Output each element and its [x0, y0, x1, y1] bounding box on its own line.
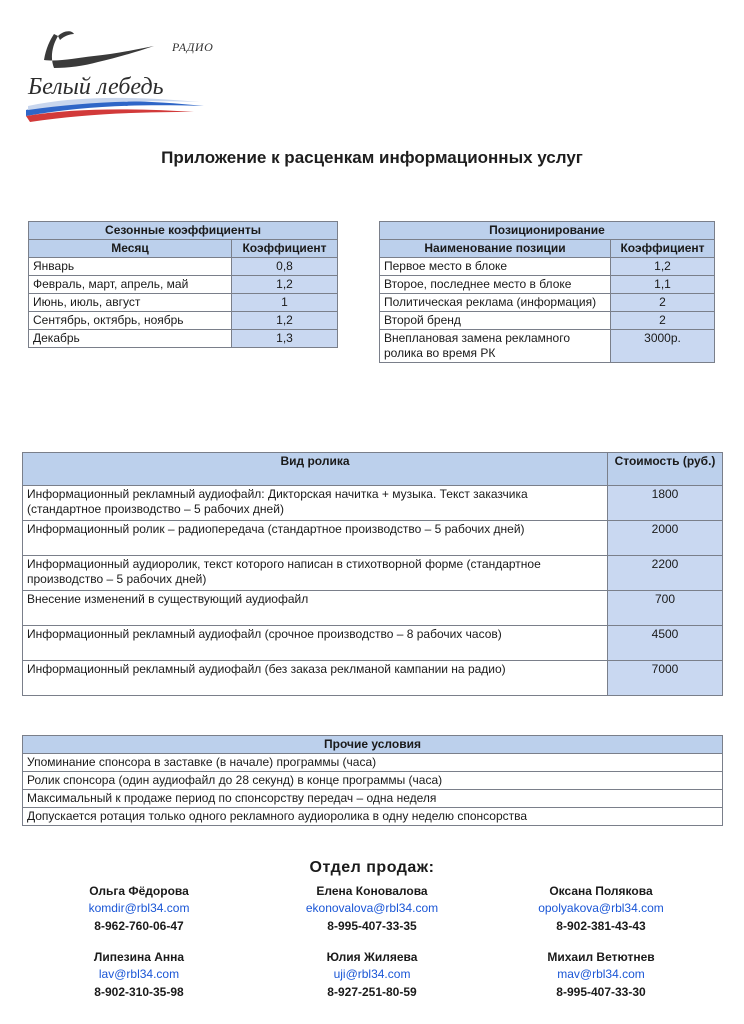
page-title: Приложение к расценкам информационных услуг	[161, 148, 583, 167]
contact-card	[486, 884, 716, 933]
table-row	[29, 294, 338, 312]
table-row	[23, 790, 723, 808]
price-cell: 2000	[608, 521, 723, 556]
price-cell: 2200	[608, 556, 723, 591]
contact-email-link[interactable]: komdir@rbl34.com	[88, 901, 190, 915]
contact-name: Липезина Анна	[93, 950, 185, 964]
price-cell: 700	[608, 591, 723, 626]
positioning-header-name: Наименование позиции	[380, 240, 611, 258]
table-row	[29, 312, 338, 330]
table-row	[23, 772, 723, 790]
table-row	[23, 521, 723, 556]
service-cell: Информационный рекламный аудиофайл (срочное производство – 8 рабочих часов)	[23, 626, 608, 661]
contact-phone: 8-995-407-33-35	[327, 919, 417, 933]
contact-name: Елена Коновалова	[316, 884, 428, 898]
sales-department-title: Отдел продаж:	[309, 859, 435, 876]
contact-email-link[interactable]: opolyakova@rbl34.com	[538, 901, 664, 915]
contact-email-link[interactable]: uji@rbl34.com	[333, 967, 411, 981]
table-row	[380, 258, 715, 276]
services-header-cost: Стоимость (руб.)	[608, 453, 723, 486]
table-row	[380, 294, 715, 312]
logo-station-name: Белый лебедь	[28, 74, 164, 100]
table-row	[29, 330, 338, 348]
price-cell: 1800	[608, 486, 723, 521]
service-cell: Информационный рекламный аудиофайл: Дикторская начитка + музыка. Текст заказчика (стандартное производство – 5 рабочих дней)	[23, 486, 608, 521]
month-cell: Январь	[29, 258, 232, 276]
contact-email-link[interactable]: ekonovalova@rbl34.com	[305, 901, 439, 915]
contact-card	[486, 950, 716, 999]
positioning-caption: Позиционирование	[380, 222, 715, 240]
logo-radio-label: РАДИО	[172, 40, 214, 54]
position-cell: Первое место в блоке	[380, 258, 611, 276]
coef-cell: 1,1	[611, 276, 715, 294]
position-cell: Второй бренд	[380, 312, 611, 330]
coef-cell: 1,3	[232, 330, 338, 348]
position-cell: Второе, последнее место в блоке	[380, 276, 611, 294]
contact-card	[24, 884, 254, 933]
table-row	[380, 312, 715, 330]
contact-phone: 8-962-760-06-47	[94, 919, 184, 933]
table-row	[23, 556, 723, 591]
position-cell: Политическая реклама (информация)	[380, 294, 611, 312]
table-row	[380, 330, 715, 363]
month-cell: Декабрь	[29, 330, 232, 348]
table-row	[23, 661, 723, 696]
condition-cell: Максимальный к продаже период по спонсорству передач – одна неделя	[23, 790, 723, 808]
condition-cell: Допускается ротация только одного рекламного аудиоролика в одну неделю спонсорства	[23, 808, 723, 826]
radio-logo	[24, 26, 214, 130]
positioning-header-coef: Коэффициент	[611, 240, 715, 258]
month-cell: Июнь, июль, август	[29, 294, 232, 312]
coef-cell: 1,2	[611, 258, 715, 276]
positioning-table	[379, 221, 715, 363]
coef-cell: 1,2	[232, 276, 338, 294]
month-cell: Февраль, март, апрель, май	[29, 276, 232, 294]
contact-phone: 8-927-251-80-59	[327, 985, 417, 999]
contact-name: Юлия Жиляева	[326, 950, 418, 964]
contact-name: Ольга Фёдорова	[89, 884, 189, 898]
table-row	[23, 808, 723, 826]
contact-email-link[interactable]: lav@rbl34.com	[98, 967, 180, 981]
service-cell: Информационный аудиоролик, текст которого написан в стихотворной форме (стандартное производство – 5 рабочих дней)	[23, 556, 608, 591]
seasonal-header-coef: Коэффициент	[232, 240, 338, 258]
table-row	[380, 276, 715, 294]
contact-name: Михаил Ветютнев	[547, 950, 655, 964]
other-conditions-table	[22, 735, 723, 826]
service-cell: Информационный ролик – радиопередача (стандартное производство – 5 рабочих дней)	[23, 521, 608, 556]
contact-phone: 8-902-310-35-98	[94, 985, 184, 999]
condition-cell: Упоминание спонсора в заставке (в начале) программы (часа)	[23, 754, 723, 772]
price-cell: 7000	[608, 661, 723, 696]
price-cell: 4500	[608, 626, 723, 661]
contact-email-link[interactable]: mav@rbl34.com	[557, 967, 645, 981]
services-header-type: Вид ролика	[23, 453, 608, 486]
seasonal-header-month: Месяц	[29, 240, 232, 258]
table-row	[23, 754, 723, 772]
table-row	[29, 258, 338, 276]
table-row	[23, 486, 723, 521]
contact-phone: 8-995-407-33-30	[556, 985, 646, 999]
table-row	[23, 626, 723, 661]
coef-cell: 1	[232, 294, 338, 312]
table-row	[29, 276, 338, 294]
coef-cell: 3000р.	[611, 330, 715, 363]
coef-cell: 1,2	[232, 312, 338, 330]
contact-card	[24, 950, 254, 999]
table-row	[23, 591, 723, 626]
contact-card	[257, 950, 487, 999]
contact-phone: 8-902-381-43-43	[556, 919, 646, 933]
position-cell: Внеплановая замена рекламного ролика во время РК	[380, 330, 611, 363]
coef-cell: 2	[611, 294, 715, 312]
seasonal-caption: Сезонные коэффициенты	[29, 222, 338, 240]
service-cell: Внесение изменений в существующий аудиофайл	[23, 591, 608, 626]
coef-cell: 2	[611, 312, 715, 330]
contact-card	[257, 884, 487, 933]
other-caption: Прочие условия	[23, 736, 723, 754]
month-cell: Сентябрь, октябрь, ноябрь	[29, 312, 232, 330]
services-price-table	[22, 452, 723, 696]
coef-cell: 0,8	[232, 258, 338, 276]
seasonal-coefficients-table	[28, 221, 338, 348]
service-cell: Информационный рекламный аудиофайл (без заказа реклманой кампании на радио)	[23, 661, 608, 696]
condition-cell: Ролик спонсора (один аудиофайл до 28 секунд) в конце программы (часа)	[23, 772, 723, 790]
contact-name: Оксана Полякова	[549, 884, 653, 898]
